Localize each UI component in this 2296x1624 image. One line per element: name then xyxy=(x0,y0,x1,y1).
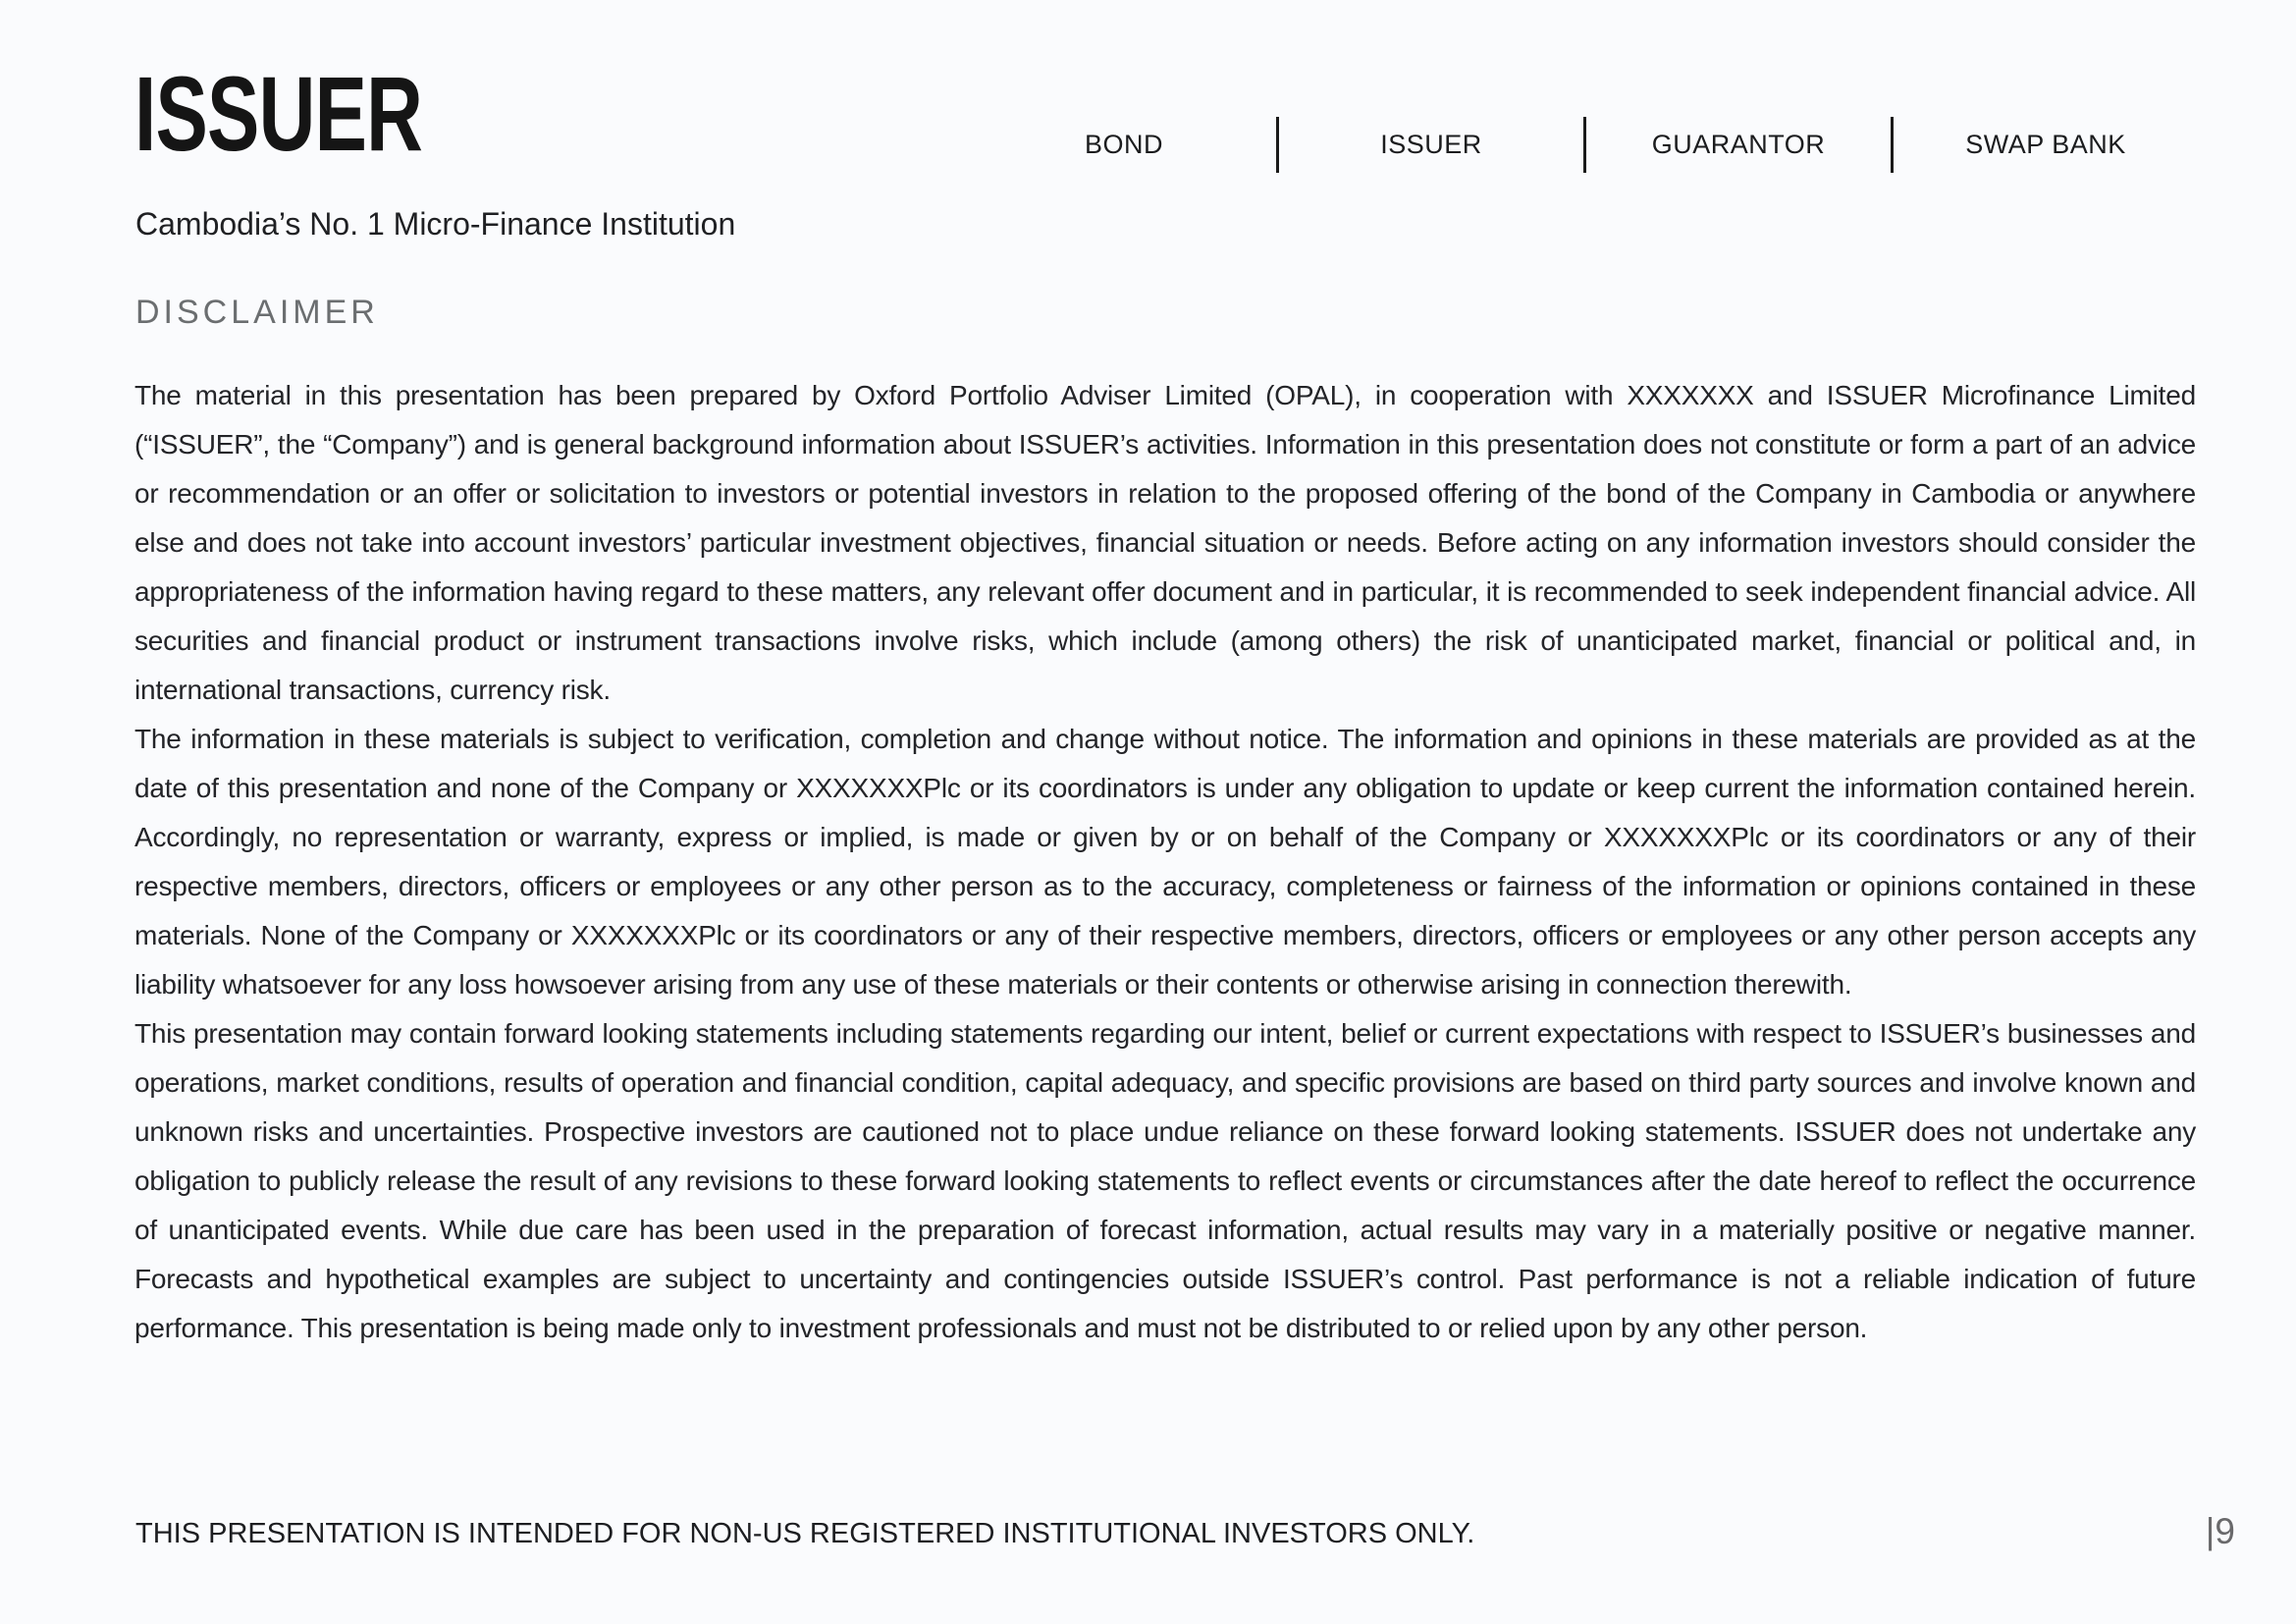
nav-item-issuer[interactable]: ISSUER xyxy=(1380,129,1482,159)
disclaimer-paragraph: The information in these materials is subject to verification, completion and change without notice. The information and opinions in these materials are provided as at the date of this presentation and none of the Company or XXXXXXXPlc or its coordinators is under any obligation to update or keep current the information contained herein. Accordingly, no representation or warranty, express or implied, is made or given by or on behalf of the Company or XXXXXXXPlc or its coordinators or any of their respective members, directors, officers or employees or any other person as to the accuracy, completeness or fairness of the information or opinions contained in these materials. None of the Company or XXXXXXXPlc or its coordinators or any of their respective members, directors, officers or employees or any other person accepts any liability whatsoever for any loss howsoever arising from any use of these materials or their contents or otherwise arising in connection therewith. xyxy=(134,724,2196,1000)
disclaimer-body xyxy=(134,371,2196,1353)
page-title: ISSUER xyxy=(134,54,423,173)
top-nav xyxy=(972,114,2198,175)
page-number: |9 xyxy=(2205,1511,2235,1551)
footer-notice: THIS PRESENTATION IS INTENDED FOR NON-US REGISTERED INSTITUTIONAL INVESTORS ONLY. xyxy=(135,1518,1475,1549)
disclaimer-paragraph: This presentation may contain forward looking statements including statements regarding our intent, belief or current expectations with respect to ISSUER’s businesses and operations, market conditions, results of operation and financial condition, capital adequacy, and specific provisions are based on third party sources and involve known and unknown risks and uncertainties. Prospective investors are cautioned not to place undue reliance on these forward looking statements. ISSUER does not undertake any obligation to publicly release the result of any revisions to these forward looking statements to reflect events or circumstances after the date hereof to reflect the occurrence of unanticipated events. While due care has been used in the preparation of forecast information, actual results may vary in a materially positive or negative manner. Forecasts and hypothetical examples are subject to uncertainty and contingencies outside ISSUER’s control. Past performance is not a reliable indication of future performance. This presentation is being made only to investment professionals and must not be distributed to or relied upon by any other person. xyxy=(134,1018,2196,1343)
nav-item-guarantor[interactable]: GUARANTOR xyxy=(1651,129,1826,159)
brand-subtitle: Cambodia’s No. 1 Micro-Finance Institution xyxy=(135,206,736,242)
nav-item-swap-bank[interactable]: SWAP BANK xyxy=(1965,129,2126,159)
disclaimer-paragraph: The material in this presentation has been prepared by Oxford Portfolio Adviser Limited (OPAL), in cooperation with XXXXXXX and ISSUER Microfinance Limited (“ISSUER”, the “Company”) and is general background information about ISSUER’s activities. Information in this presentation does not constitute or form a part of an advice or recommendation or an offer or solicitation to investors or potential investors in relation to the proposed offering of the bond of the Company in Cambodia or anywhere else and does not take into account investors’ particular investment objectives, financial situation or needs. Before acting on any information investors should consider the appropriateness of the information having regard to these matters, any relevant offer document and in particular, it is recommended to seek independent financial advice. All securities and financial product or instrument transactions involve risks, which include (among others) the risk of unanticipated market, financial or political and, in international transactions, currency risk. xyxy=(134,380,2196,705)
nav-item-bond[interactable]: BOND xyxy=(1084,129,1163,159)
section-heading-disclaimer: DISCLAIMER xyxy=(135,294,379,331)
